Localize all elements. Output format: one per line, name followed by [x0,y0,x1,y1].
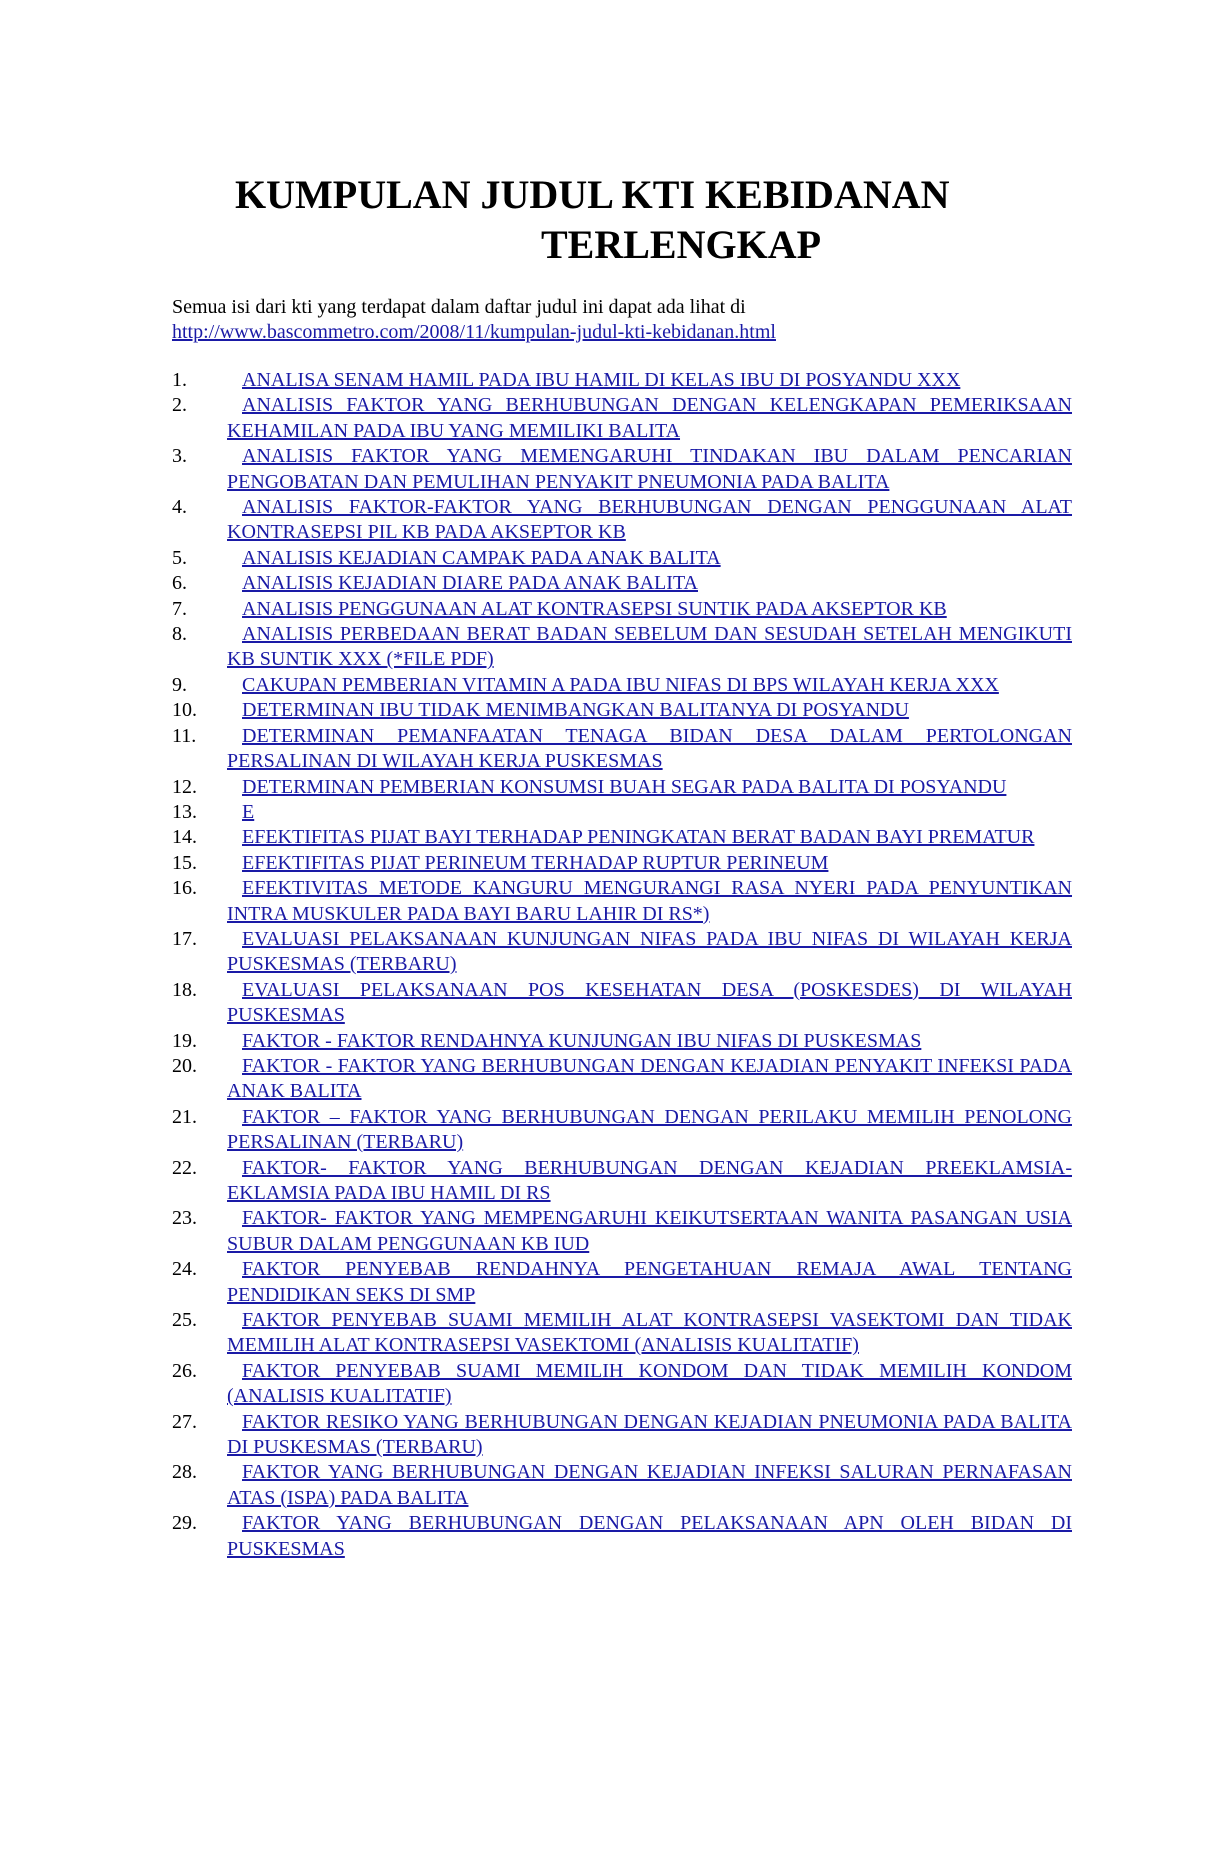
list-item-number: 11. [172,724,197,747]
list-item-number: 10. [172,699,197,722]
list-item [172,1359,1072,1410]
list-item-link[interactable]: ANALISIS KEJADIAN DIARE PADA ANAK BALITA [242,572,698,595]
list-item [172,1460,1072,1511]
list-item-number: 17. [172,927,197,950]
list-item-number: 13. [172,800,197,823]
list-item-number: 15. [172,851,197,874]
intro-paragraph [172,295,1072,345]
list-item [172,1156,1072,1207]
list-item-link[interactable]: ANALISIS FAKTOR-FAKTOR YANG BERHUBUNGAN DENGAN PENGGUNAAN ALAT KONTRASEPSI PIL KB PADA AKSEPTOR KB [227,496,1072,544]
list-item [172,876,1072,927]
list-item-number: 23. [172,1207,197,1230]
list-item [172,1105,1072,1156]
list-item-number: 24. [172,1258,197,1281]
intro-text: Semua isi dari kti yang terdapat dalam daftar judul ini dapat ada lihat di [172,296,746,318]
list-item-link[interactable]: EVALUASI PELAKSANAAN POS KESEHATAN DESA (POSKESDES) DI WILAYAH PUSKESMAS [227,978,1072,1027]
list-item [172,825,1072,850]
list-item-link[interactable]: ANALISIS FAKTOR YANG BERHUBUNGAN DENGAN KELENGKAPAN PEMERIKSAAN KEHAMILAN PADA IBU YANG MEMILIKI BALITA [227,394,1072,442]
list-item-link[interactable]: FAKTOR PENYEBAB SUAMI MEMILIH ALAT KONTRASEPSI VASEKTOMI DAN TIDAK MEMILIH ALAT KONTRASEPSI VASEKTOMI (ANALISIS KUALITATIF) [227,1309,1072,1357]
list-item-link[interactable]: FAKTOR PENYEBAB RENDAHNYA PENGETAHUAN REMAJA AWAL TENTANG PENDIDIKAN SEKS DI SMP [227,1258,1072,1306]
list-item [172,1308,1072,1359]
list-item [172,724,1072,775]
list-item-link[interactable]: EVALUASI PELAKSANAAN KUNJUNGAN NIFAS PADA IBU NIFAS DI WILAYAH KERJA PUSKESMAS (TERBARU) [227,927,1072,976]
list-item-link[interactable]: FAKTOR YANG BERHUBUNGAN DENGAN PELAKSANAAN APN OLEH BIDAN DI PUSKESMAS [227,1512,1072,1560]
list-item [172,800,1072,825]
list-item-number: 3. [172,445,187,468]
list-item [172,673,1072,698]
list-item [172,1054,1072,1105]
list-item-number: 20. [172,1054,197,1077]
list-item-link[interactable]: EFEKTIFITAS PIJAT PERINEUM TERHADAP RUPTUR PERINEUM [242,851,829,874]
list-item-number: 18. [172,978,197,1001]
list-item [172,571,1072,596]
list-item-link[interactable]: FAKTOR PENYEBAB SUAMI MEMILIH KONDOM DAN TIDAK MEMILIH KONDOM (ANALISIS KUALITATIF) [227,1359,1072,1408]
list-item [172,851,1072,876]
list-item [172,393,1072,444]
list-item-number: 22. [172,1156,197,1179]
list-item [172,698,1072,723]
page-title-line1: KUMPULAN JUDUL KTI KEBIDANAN [235,172,950,217]
list-item [172,978,1072,1029]
list-item-number: 27. [172,1410,197,1433]
list-item-link[interactable]: FAKTOR- FAKTOR YANG MEMPENGARUHI KEIKUTSERTAAN WANITA PASANGAN USIA SUBUR DALAM PENGGUNAAN KB IUD [227,1207,1072,1255]
list-item [172,546,1072,571]
list-item [172,597,1072,622]
list-item-number: 29. [172,1512,197,1535]
page-title-line2: TERLENGKAP [541,222,822,267]
source-link[interactable]: http://www.bascommetro.com/2008/11/kumpulan-judul-kti-kebidanan.html [172,321,776,343]
list-item-link[interactable]: CAKUPAN PEMBERIAN VITAMIN A PADA IBU NIFAS DI BPS WILAYAH KERJA XXX [242,673,999,696]
list-item-link[interactable]: DETERMINAN IBU TIDAK MENIMBANGKAN BALITANYA DI POSYANDU [242,699,909,722]
list-item [172,1511,1072,1562]
list-item-link[interactable]: E [242,800,255,823]
title-list [172,368,1072,1562]
list-item-link[interactable]: FAKTOR- FAKTOR YANG BERHUBUNGAN DENGAN KEJADIAN PREEKLAMSIA-EKLAMSIA PADA IBU HAMIL DI RS [227,1156,1072,1204]
list-item-link[interactable]: ANALISIS KEJADIAN CAMPAK PADA ANAK BALITA [242,546,721,569]
list-item-number: 19. [172,1029,197,1052]
list-item-link[interactable]: FAKTOR YANG BERHUBUNGAN DENGAN KEJADIAN INFEKSI SALURAN PERNAFASAN ATAS (ISPA) PADA BALITA [227,1461,1072,1509]
list-item [172,1029,1072,1054]
list-item-number: 21. [172,1105,197,1128]
list-item-link[interactable]: DETERMINAN PEMANFAATAN TENAGA BIDAN DESA DALAM PERTOLONGAN PERSALINAN DI WILAYAH KERJA PUSKESMAS [227,724,1072,773]
list-item-number: 5. [172,546,187,569]
list-item-number: 12. [172,775,197,798]
list-item-number: 7. [172,597,187,620]
list-item-number: 4. [172,496,187,519]
list-item-number: 9. [172,673,187,696]
list-item-number: 8. [172,623,187,646]
list-item-number: 6. [172,572,187,595]
list-item [172,1257,1072,1308]
list-item [172,444,1072,495]
list-item-number: 1. [172,369,187,391]
list-item-link[interactable]: FAKTOR - FAKTOR YANG BERHUBUNGAN DENGAN KEJADIAN PENYAKIT INFEKSI PADA ANAK BALITA [227,1054,1072,1103]
list-item-link[interactable]: ANALISIS FAKTOR YANG MEMENGARUHI TINDAKAN IBU DALAM PENCARIAN PENGOBATAN DAN PEMULIHAN PENYAKIT PNEUMONIA PADA BALITA [227,445,1072,493]
list-item-link[interactable]: DETERMINAN PEMBERIAN KONSUMSI BUAH SEGAR PADA BALITA DI POSYANDU [242,775,1007,798]
list-item-number: 2. [172,394,187,417]
list-item-link[interactable]: ANALISA SENAM HAMIL PADA IBU HAMIL DI KELAS IBU DI POSYANDU XXX [242,369,961,391]
list-item-number: 14. [172,826,197,849]
list-item-number: 16. [172,877,197,900]
list-item-link[interactable]: FAKTOR RESIKO YANG BERHUBUNGAN DENGAN KEJADIAN PNEUMONIA PADA BALITA DI PUSKESMAS (TERBARU) [227,1410,1072,1459]
list-item [172,622,1072,673]
list-item [172,927,1072,978]
list-item-link[interactable]: EFEKTIVITAS METODE KANGURU MENGURANGI RASA NYERI PADA PENYUNTIKAN INTRA MUSKULER PADA BAYI BARU LAHIR DI RS*) [227,877,1072,925]
list-item-link[interactable]: ANALISIS PERBEDAAN BERAT BADAN SEBELUM DAN SESUDAH SETELAH MENGIKUTI KB SUNTIK XXX (*FILE PDF) [227,623,1072,671]
list-item-number: 28. [172,1461,197,1484]
list-item-number: 25. [172,1309,197,1332]
list-item-link[interactable]: FAKTOR – FAKTOR YANG BERHUBUNGAN DENGAN PERILAKU MEMILIH PENOLONG PERSALINAN (TERBARU) [227,1105,1072,1154]
list-item-link[interactable]: EFEKTIFITAS PIJAT BAYI TERHADAP PENINGKATAN BERAT BADAN BAYI PREMATUR [242,826,1035,849]
list-item-link[interactable]: FAKTOR - FAKTOR RENDAHNYA KUNJUNGAN IBU NIFAS DI PUSKESMAS [242,1029,922,1052]
list-item-number: 26. [172,1359,197,1382]
page-title [0,170,1224,270]
list-item [172,368,1072,393]
list-item [172,495,1072,546]
list-item-link[interactable]: ANALISIS PENGGUNAAN ALAT KONTRASEPSI SUNTIK PADA AKSEPTOR KB [242,597,947,620]
list-item [172,1206,1072,1257]
list-item [172,1410,1072,1461]
list-item [172,775,1072,800]
